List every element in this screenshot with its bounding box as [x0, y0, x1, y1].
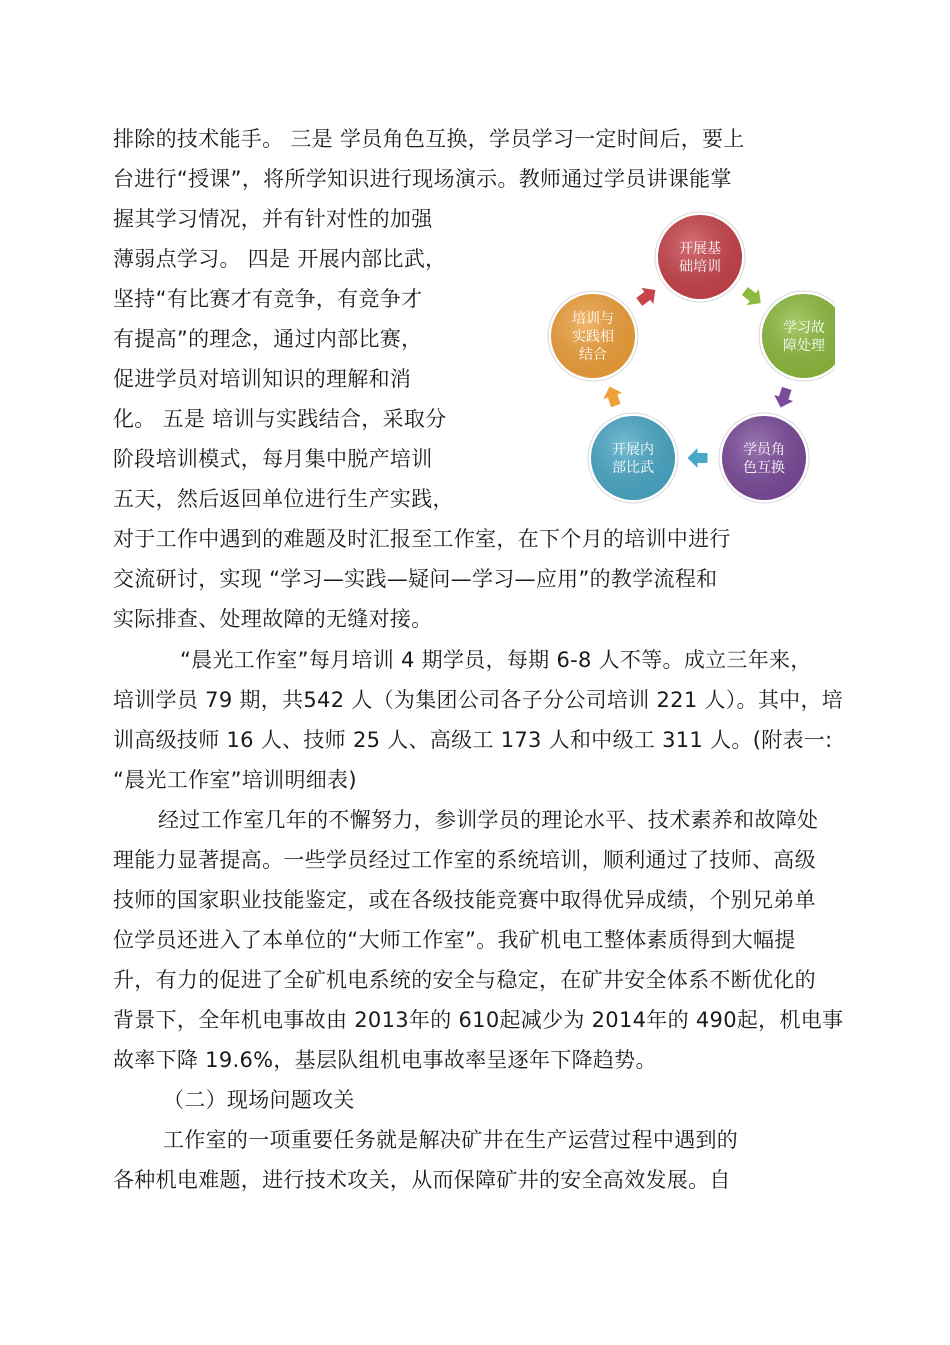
- cycle-node: [655, 212, 745, 302]
- cycle-node-label: 部比武: [612, 460, 654, 476]
- text-line: 理能力显著提高。一些学员经过工作室的系统培训，顺利通过了技师、高级: [113, 848, 816, 872]
- text-line: 薄弱点学习。 四是 开展内部比武，: [113, 247, 447, 271]
- cycle-node-label: 培训与: [572, 311, 614, 327]
- text-line: 背景下，全年机电事故由 2013年的 610起减少为 2014年的 490起，机电事: [113, 1008, 844, 1032]
- cycle-arrow: [633, 282, 661, 310]
- text-line: 台进行“授课”，将所学知识进行现场演示。教师通过学员讲课能掌: [113, 167, 732, 191]
- text-line: 实际排查、处理故障的无缝对接。: [113, 607, 433, 631]
- cycle-arrow: [688, 448, 708, 468]
- cycle-diagram: [535, 205, 835, 505]
- cycle-node: [719, 413, 809, 503]
- text-line: 握其学习情况，并有针对性的加强: [113, 207, 433, 231]
- text-line: 阶段培训模式，每月集中脱产培训: [113, 447, 433, 471]
- text-line: 各种机电难题，进行技术攻关，从而保障矿井的安全高效发展。自: [113, 1168, 731, 1192]
- cycle-node: [588, 413, 678, 503]
- cycle-node-label: 础培训: [679, 259, 721, 275]
- text-line: 工作室的一项重要任务就是解决矿井在生产运营过程中遇到的: [163, 1128, 739, 1152]
- text-line: 促进学员对培训知识的理解和消: [113, 367, 412, 391]
- text-line: 五天，然后返回单位进行生产实践，: [113, 487, 454, 511]
- text-line: 交流研讨，实现 “学习—实践—疑问—学习—应用”的教学流程和: [113, 567, 718, 591]
- text-line: “晨光工作室”每月培训 4 期学员，每期 6-8 人不等。成立三年来，: [180, 648, 812, 672]
- text-line: 坚持“有比赛才有竞争，有竞争才: [113, 287, 423, 311]
- text-line: 排除的技术能手。 三是 学员角色互换，学员学习一定时间后，要上: [113, 127, 745, 151]
- cycle-node-label: 实践相: [572, 329, 614, 345]
- cycle-node: [548, 291, 638, 381]
- cycle-node-label: 色互换: [743, 460, 785, 476]
- text-line: 位学员还进入了本单位的“大师工作室”。我矿机电工整体素质得到大幅提: [113, 928, 796, 952]
- cycle-node-label: 学习故: [783, 320, 825, 336]
- text-line: 经过工作室几年的不懈努力，参训学员的理论水平、技术素养和故障处: [158, 808, 819, 832]
- text-line: 对于工作中遇到的难题及时汇报至工作室，在下个月的培训中进行: [113, 527, 731, 551]
- text-line: 故率下降 19.6%，基层队组机电事故率呈逐年下降趋势。: [113, 1048, 657, 1072]
- cycle-node-label: 学员角: [743, 442, 785, 458]
- cycle-arrow: [771, 385, 796, 410]
- text-line: 升，有力的促进了全矿机电系统的安全与稳定，在矿井安全体系不断优化的: [113, 968, 816, 992]
- text-line: 培训学员 79 期，共542 人（为集团公司各子分公司培训 221 人）。其中，培: [113, 688, 844, 712]
- text-line: 有提高”的理念，通过内部比赛，: [113, 327, 423, 351]
- cycle-node-label: 障处理: [783, 338, 825, 354]
- text-line: 技师的国家职业技能鉴定，或在各级技能竞赛中取得优异成绩，个别兄弟单: [113, 888, 816, 912]
- text-line: “晨光工作室”培训明细表): [113, 768, 357, 792]
- text-line: 训高级技师 16 人、技师 25 人、高级工 173 人和中级工 311 人。(附表一:: [113, 728, 833, 752]
- cycle-node-label: 开展基: [679, 241, 721, 257]
- text-line: 化。 五是 培训与实践结合，采取分: [113, 407, 447, 431]
- cycle-node-label: 开展内: [612, 442, 654, 458]
- cycle-diagram-svg: [535, 205, 835, 505]
- cycle-arrow: [600, 383, 625, 408]
- cycle-arrow: [739, 283, 767, 311]
- cycle-node: [759, 291, 835, 381]
- section-heading: （二）现场问题攻关: [163, 1088, 355, 1112]
- cycle-node-label: 结合: [579, 347, 607, 363]
